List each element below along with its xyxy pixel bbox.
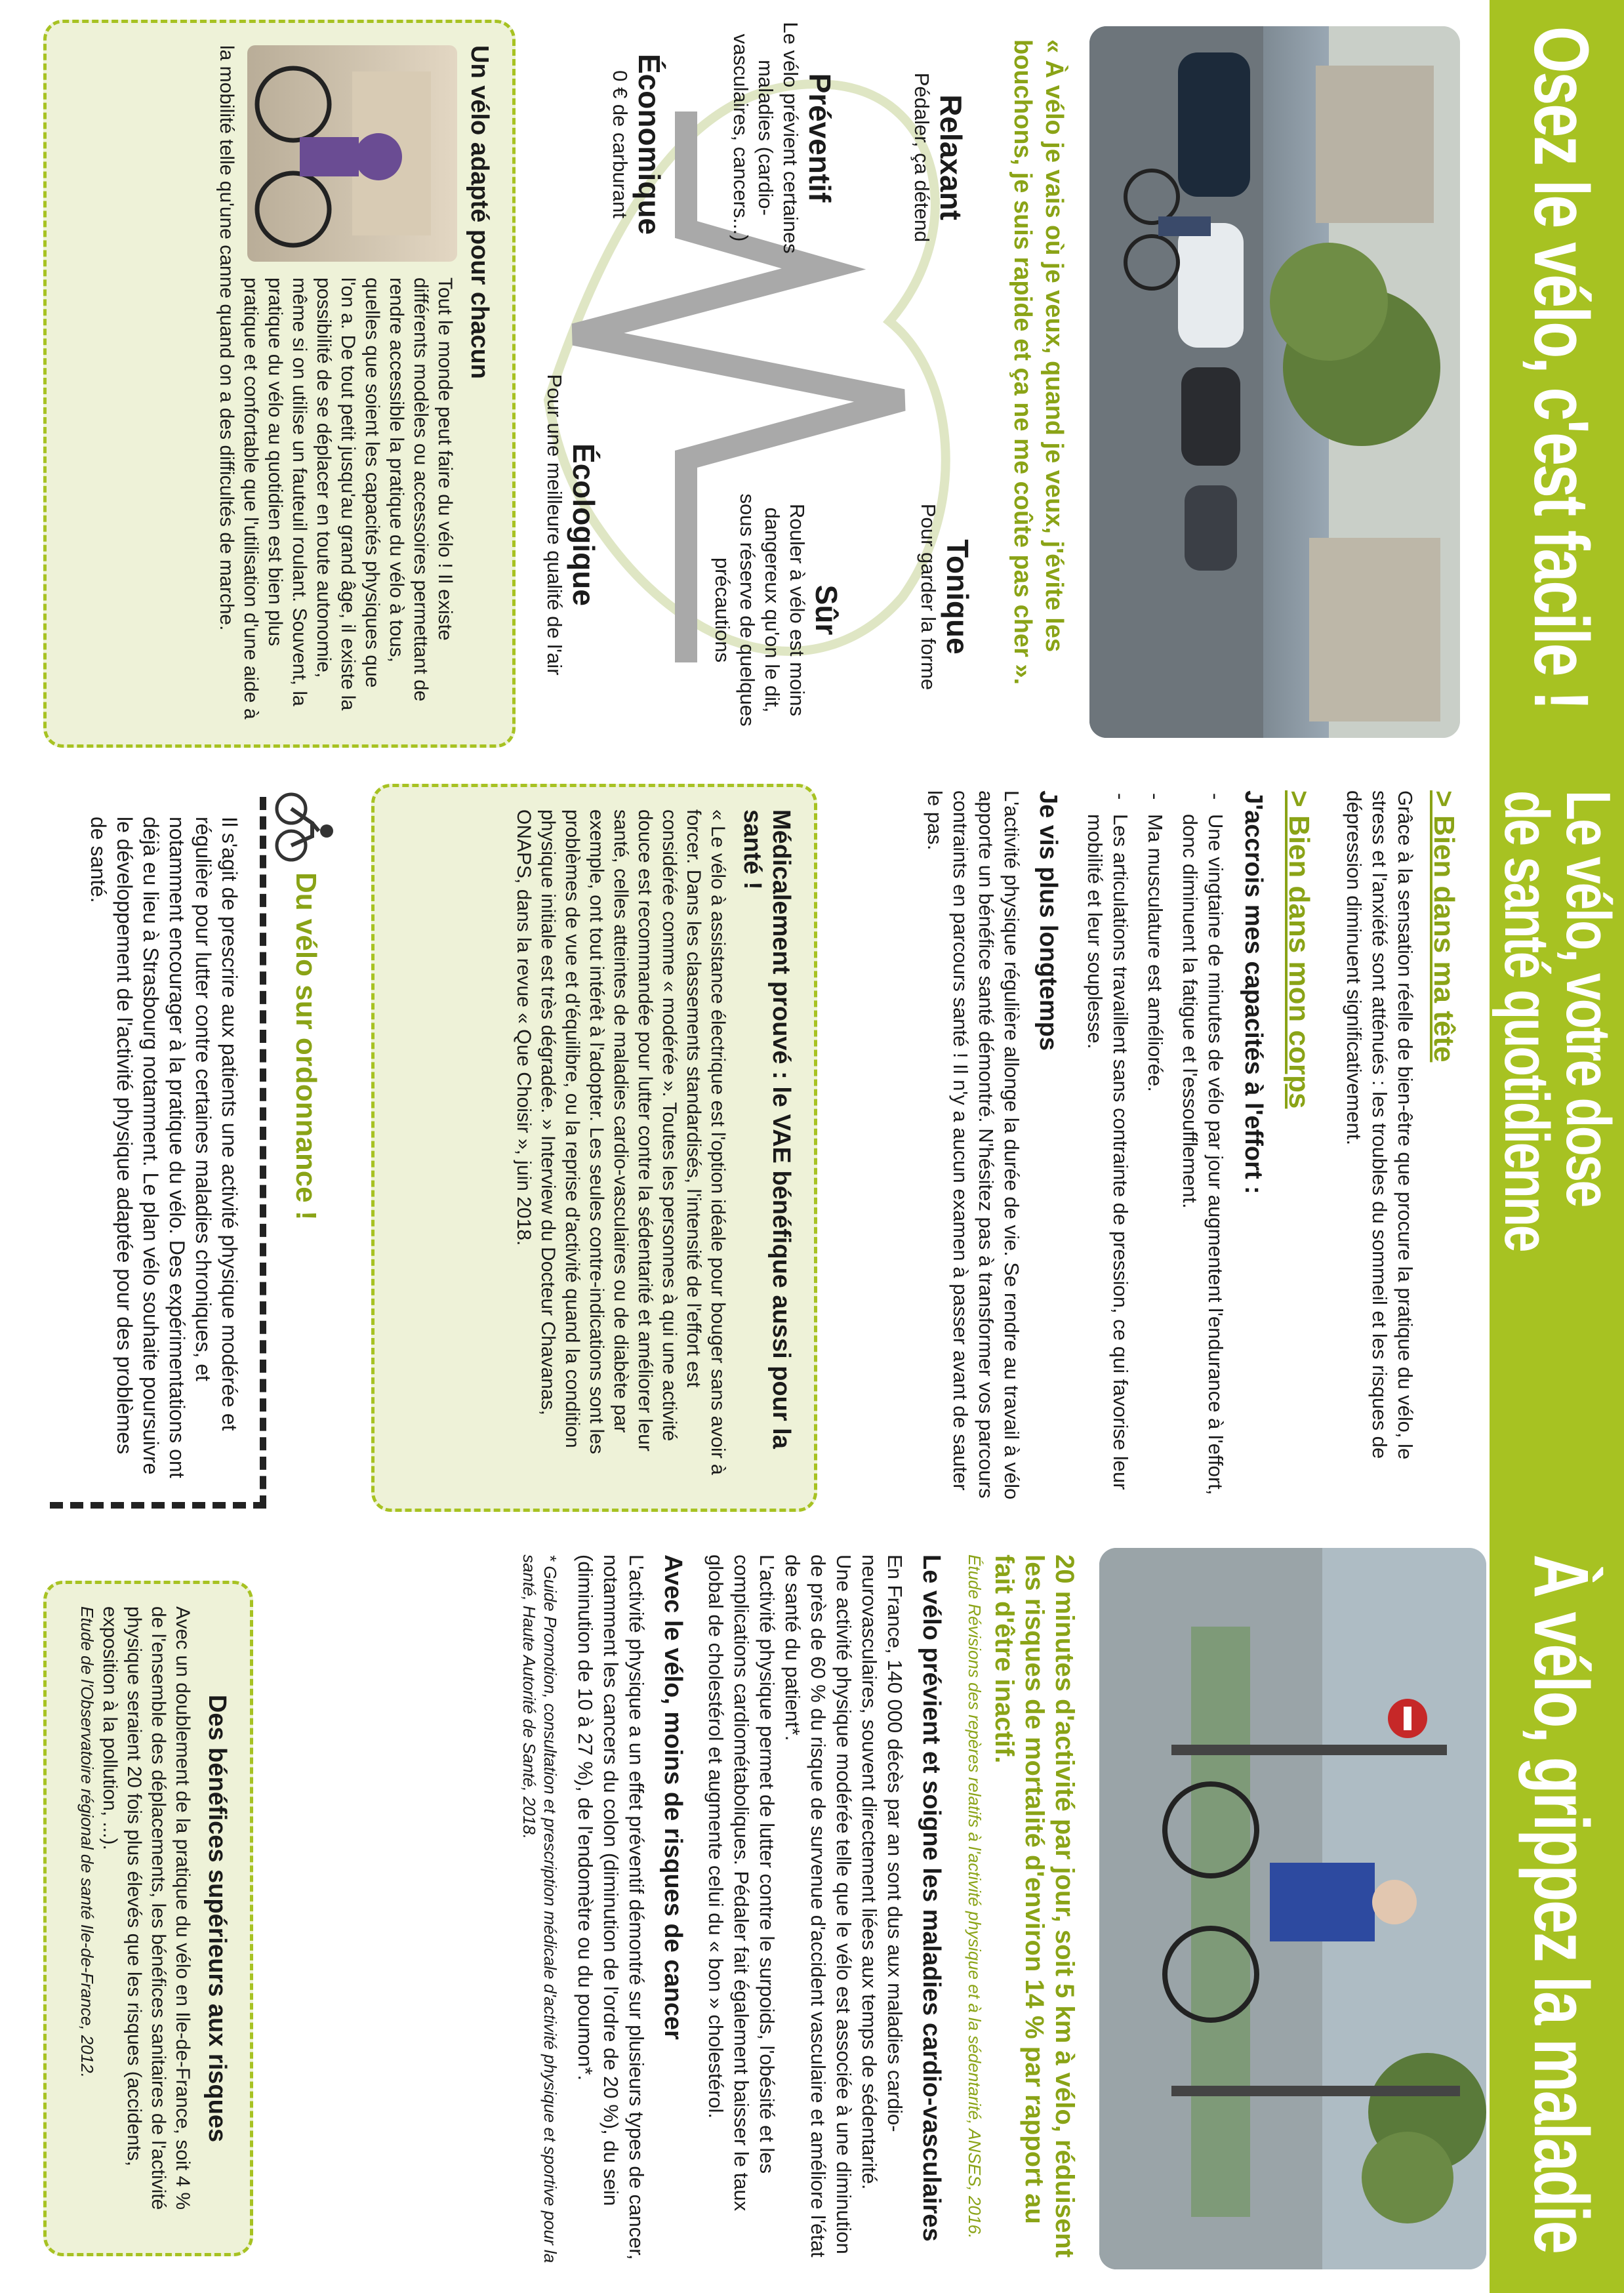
section-heading-mind: > Bien dans ma tête (1428, 790, 1460, 1063)
footnote: * Guide Promotion, consultation et prescription médicale d'activité physique et sportive pour la santé, Haute Autorité de Santé, 2018. (519, 1554, 560, 2263)
headline: 20 minutes d'activité par jour, soit 5 km à vélo, réduisent les risques de mortalité d'environ 14 % par rapport au fait d'être inactif. (990, 1554, 1079, 2258)
box-text: « Le vélo à assistance électrique est l'option idéale pour bouger sans avoir à forcer. Dans les classements standardisés, l'intensité de l'effort est considérée comme « modérée ». Toutes les personnes à qui une activité douce est recommandée pour lutter contre la sédentarité et améliorer leur santé, celles atteintes de maladies cardio-vasculaires ou de diabète par exemple, ont tout intérêt à l'adopter. Les seules contre-indications sont les problèmes de vue et d'équilibre, ou la reprise d'activité quand la condition physique initiale est très dégradée. » Interview du Docteur Chavanas, ONAPS, dans la revue « Que Choisir », juin 2018. (513, 809, 729, 1475)
right-main-text (519, 1554, 1080, 2269)
testimonial-quote: « À vélo je vais où je veux, quand je veux, j'évite les bouchons, je suis rapide et ça ne me coûte pas cher ». (1009, 39, 1068, 685)
capacities-list (1082, 790, 1228, 1505)
panel-dose-de-sante (0, 764, 1624, 1528)
prescription-block (50, 797, 266, 1509)
benefit-desc: Pédaler, ça détend (910, 72, 933, 243)
box-source: Etude de l'Observatoire régional de santé Ile-de-France, 2012. (77, 1606, 97, 2078)
benefit-name: Préventif (803, 73, 837, 203)
cyclist-icon (273, 790, 338, 862)
vae-box (371, 784, 817, 1512)
benefit-desc: 0 € de carburant (609, 70, 632, 218)
adapted-bike-photo (247, 45, 457, 262)
street-photo (1089, 26, 1460, 738)
box-text: Tout le monde peut faire du vélo ! Il existe différents modèles ou accessoires permettant de rendre accessible la pratique du vélo à tous, quelles que soient les capacités physiques que l'on a. De tout petit jusqu'au grand âge, il existe la possibilité de se déplacer en toute autonomie, même si on utilise un fauteuil roulant. Souvent, la pratique du vélo au quotidien est bien plus pratique et confortable que l'utilisation d'une aide à la mobilité telle qu'une canne quand on a des difficultés de marche. (216, 45, 456, 720)
cardio-text-2: Une activité physique modérée telle que le vélo est associée à une diminution de près de 60 % du risque de survenue d'accident vasculaire et améliore l'état de santé du patient*. (781, 1554, 855, 2258)
benefit-desc: Pour une meilleure qualité de l'air (543, 374, 566, 676)
panel-title (1492, 790, 1623, 1251)
benefit-economique (607, 26, 666, 262)
panel-title-line2: de santé quotidienne (1492, 790, 1562, 1251)
title-band (1490, 764, 1624, 1528)
title-band (1490, 0, 1624, 764)
benefit-name: Économique (632, 53, 666, 235)
capacity-item: - Ma musculature est améliorée. (1143, 790, 1168, 1505)
benefit-relaxant (909, 39, 968, 275)
benefit-desc: Rouler à vélo est moins dangereux qu'on le dit, sous réserve de quelques précautions (711, 493, 809, 727)
longevity-title: Je vis plus longtemps (1034, 790, 1062, 1051)
benefit-name: Sûr (809, 584, 843, 636)
benefit-preventif (728, 20, 837, 256)
capacity-item: - Les articulations travaillent sans contrainte de pression, ce qui favorise leur mobilité et leur souplesse. (1082, 790, 1133, 1505)
benefit-ecologique (542, 341, 601, 708)
tricycle-illustration (247, 45, 457, 262)
cancer-text: L'activité physique a un effet préventif démontré sur plusieurs types de cancer, notamment les cancers du colon (diminution de l'ordre de 20 %), du sein (diminution de 10 à 27 %), de l'endomètre ou du poumon*. (574, 1554, 648, 2260)
box-text: Avec un doublement de la pratique du vélo en Ile-de-France, soit 4 % de l'ensemble des déplacements, les bénéfices sanitaires de l'activité physique seraient 20 fois plus élevés que les risques (accidents, exposition à la pollution, ...). (99, 1606, 193, 2210)
capacities-title: J'accrois mes capacités à l'effort : (1240, 790, 1267, 1194)
cyclist-photo-illustration (1099, 1548, 1486, 2269)
benefit-name: Écologique (567, 443, 601, 606)
adapted-bike-box (43, 20, 516, 748)
box-title: Des bénéfices supérieurs aux risques (203, 1694, 231, 2143)
benefit-name: Relaxant (934, 94, 968, 220)
title-band (1490, 1528, 1624, 2293)
panel-grippez-la-maladie (0, 1528, 1624, 2293)
headline-source: Étude Révisions des repères relatifs à l'activité physique et à la sédentarité, ANSES, 2016. (965, 1554, 985, 2239)
benefit-desc: Pour garder la forme (917, 503, 940, 691)
prescription-text: Il s'agit de prescrire aux patients une activité physique modérée et régulière pour lutter contre certaines maladies chroniques, et notamment encourager à la pratique du vélo. Des expérimentations ont déjà eu lieu à Strasbourg notamment. Le plan vélo souhaite poursuivre le développement de l'activité physique adaptée pour des problèmes de santé. (87, 817, 241, 1478)
cardio-title: Le vélo prévient et soigne les maladies cardio-vasculaires (918, 1554, 945, 2242)
panel-title-line1: Le vélo, votre dose (1553, 790, 1623, 1206)
box-title: Médicalement prouvé : le VAE bénéfique aussi pour la santé ! (739, 809, 795, 1449)
panel-osez-le-velo (0, 0, 1624, 764)
benefit-sur (710, 485, 843, 735)
prescription-title: Du vélo sur ordonnance ! (290, 872, 322, 1221)
risk-benefit-box (43, 1581, 253, 2256)
cardio-text-3: L'activité physique permet de lutter contre le surpoids, l'obésité et les complications cardiométaboliques. Pédaler fait également baisser le taux global de cholestérol et augmente celui du « bon » cholestérol. (704, 1554, 779, 2212)
cardio-text-1: En France, 140 000 décès par an sont dus aux maladies cardio-neurovasculaires, souvent directement liées aux temps de sédentarité. (858, 1554, 906, 2190)
box-title: Un vélo adapté pour chacun (466, 45, 493, 379)
cyclist-photo (1099, 1548, 1486, 2269)
panel-title: Osez le vélo, c'est facile ! (1518, 26, 1604, 709)
cancer-title: Avec le vélo, moins de risques de cancer (659, 1554, 687, 2040)
longevity-text: L'activité physique régulière allonge la durée de vie. Se rendre au travail à vélo apporte un bénéfice santé démontré. N'hésitez pas à transformer vos parcours contraints en parcours santé ! Il n'y a aucun examen à passer avant de sauter le pas. (924, 790, 1023, 1500)
benefit-desc: Le vélo prévient certaines maladies (cardio-vasculaires, cancers...) (729, 22, 802, 254)
mind-section (922, 790, 1460, 1505)
panel-title: À vélo, grippez la maladie (1518, 1554, 1604, 2253)
mind-text: Grâce à la sensation réelle de bien-être que procure la pratique du vélo, le stress et l'anxiété sont atténués : les troubles du sommeil et les risques de dépression diminuent significativement. (1343, 790, 1417, 1460)
section-heading-body: > Bien dans mon corps (1283, 790, 1315, 1109)
benefit-tonique (916, 459, 975, 735)
street-photo-illustration (1089, 26, 1460, 738)
capacity-item: - Une vingtaine de minutes de vélo par jour augmentent l'endurance à l'effort, donc diminuent la fatigue et l'essoufflement. (1177, 790, 1228, 1505)
benefit-name: Tonique (941, 539, 975, 655)
